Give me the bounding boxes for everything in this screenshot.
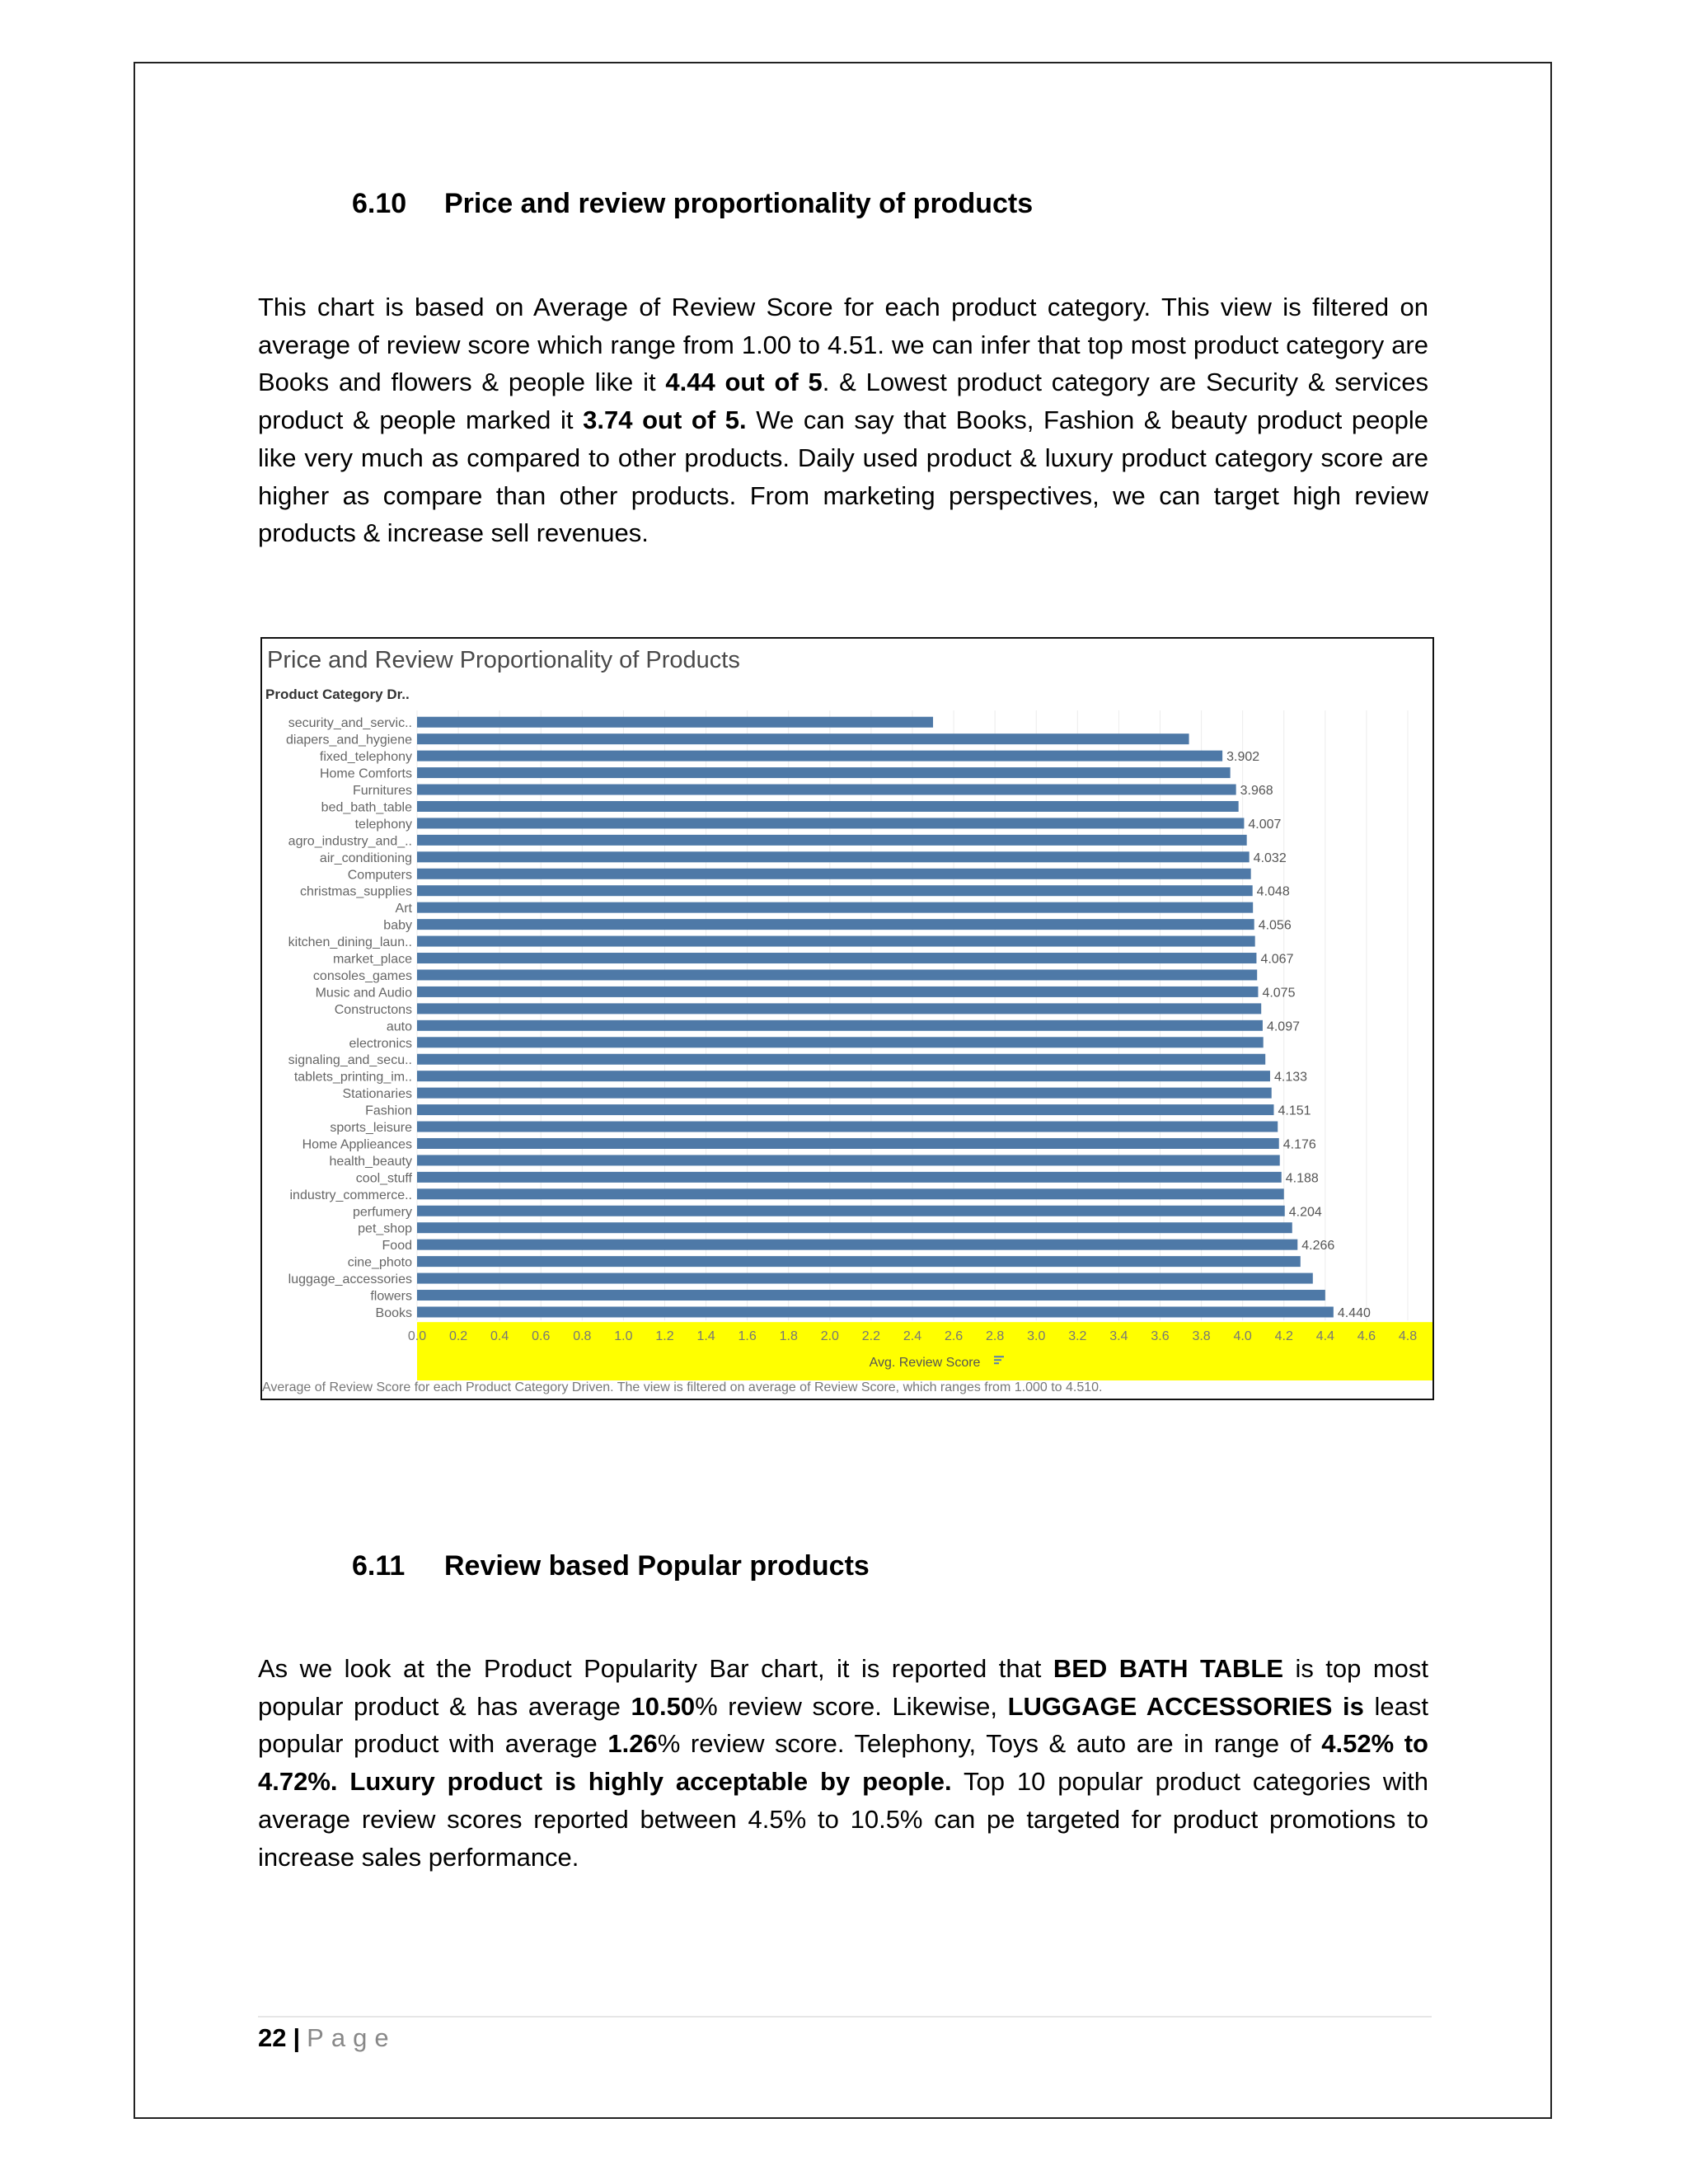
text-run: We can say that Books, Fashion & beauty product people like very much as compared to other products. Daily used product & luxury product category score are higher as compare than other products. From marketing perspectives, we can target high review products & increase sell revenues.	[258, 405, 1428, 548]
category-label: Constructons	[334, 1002, 412, 1017]
chart-container	[260, 637, 1434, 1400]
text-run: % review score. Telephony, Toys & auto are in range of	[657, 1729, 1322, 1759]
x-tick-label: 4.0	[1233, 1329, 1252, 1344]
footer-rule	[258, 2016, 1432, 2018]
category-label: Home Applieances	[302, 1137, 412, 1152]
x-tick-label: 4.2	[1274, 1329, 1293, 1344]
x-tick-label: 3.6	[1151, 1329, 1170, 1344]
sort-icon	[994, 1362, 999, 1364]
bar	[417, 885, 1253, 896]
x-tick-label: 0.6	[532, 1329, 551, 1344]
x-tick-label: 3.2	[1068, 1329, 1087, 1344]
category-label: health_beauty	[329, 1154, 412, 1169]
category-label: christmas_supplies	[299, 884, 412, 899]
x-tick-label: 4.8	[1398, 1329, 1418, 1344]
data-label: 4.067	[1260, 952, 1294, 967]
bar	[417, 818, 1244, 828]
bar	[417, 1122, 1278, 1132]
category-label: agro_industry_and_..	[288, 834, 412, 849]
x-tick-label: 2.2	[861, 1329, 881, 1344]
bar	[417, 936, 1255, 947]
bar	[417, 1306, 1334, 1317]
x-tick-label: 1.6	[738, 1329, 757, 1344]
category-label: fixed_telephony	[319, 750, 412, 765]
bold-text: 10.50	[631, 1691, 696, 1721]
bar	[417, 767, 1231, 778]
text-run: This chart is based on Average of Review Score for each product category. This view is filtered on average of review score which range from 1.00 to 4.51. we can infer that top most product category are Books and flowers & people like it	[258, 293, 1428, 397]
category-label: Fashion	[365, 1104, 412, 1118]
text-run: As we look at the Product Popularity Bar chart, it is reported that	[258, 1654, 1053, 1683]
bar	[417, 785, 1236, 795]
text-run: . & Lowest product category are Security & services product & people marked it	[258, 368, 1428, 435]
page-number-footer	[258, 2023, 396, 2053]
page-word: Page	[307, 2023, 396, 2052]
bold-text: BED BATH TABLE	[1053, 1654, 1284, 1683]
bar	[417, 902, 1253, 913]
category-label: sports_leisure	[330, 1121, 412, 1136]
page-separator: |	[293, 2023, 301, 2052]
x-tick-label: 2.0	[820, 1329, 839, 1344]
bar	[417, 717, 933, 728]
x-tick-label: 0.0	[407, 1329, 427, 1344]
data-label: 4.048	[1256, 884, 1290, 899]
data-label: 4.032	[1253, 851, 1287, 865]
bar	[417, 1273, 1313, 1284]
x-tick-label: 1.8	[779, 1329, 798, 1344]
category-label: electronics	[349, 1036, 412, 1051]
category-label: consoles_games	[312, 968, 412, 983]
category-label: baby	[383, 918, 412, 933]
category-label: Computers	[347, 868, 412, 883]
bar	[417, 801, 1239, 812]
text-run: is top most popular product & has average	[258, 1654, 1428, 1721]
section-heading-6-11	[352, 1550, 870, 1582]
category-label: Music and Audio	[315, 986, 412, 1001]
category-label: Art	[395, 902, 412, 916]
category-label: market_place	[332, 952, 412, 967]
x-tick-label: 0.4	[490, 1329, 509, 1344]
bar	[417, 987, 1258, 997]
data-label: 4.440	[1337, 1305, 1371, 1320]
sort-icon	[994, 1356, 1004, 1357]
x-tick-label: 3.8	[1192, 1329, 1211, 1344]
category-label: telephony	[354, 817, 412, 832]
text-run: least popular product with average	[258, 1691, 1428, 1759]
bar	[417, 1188, 1284, 1199]
bar-chart	[262, 639, 1432, 1380]
sort-icon	[994, 1359, 1001, 1361]
chart-footer: Average of Review Score for each Product Category Driven. The view is filtered on average of Review Score, which ranges from 1.000 to 4.510.	[262, 1380, 1103, 1394]
section-title: Review based Popular products	[444, 1550, 870, 1582]
bold-text: 3.74 out of 5.	[583, 405, 747, 435]
x-tick-label: 2.8	[986, 1329, 1005, 1344]
category-label: Food	[382, 1239, 412, 1254]
category-label: auto	[386, 1019, 412, 1034]
data-label: 4.007	[1248, 817, 1282, 832]
category-label: flowers	[370, 1289, 412, 1304]
category-header: Product Category Dr..	[265, 687, 410, 702]
category-label: signaling_and_secu..	[288, 1053, 412, 1068]
x-tick-label: 0.2	[448, 1329, 468, 1344]
x-tick-label: 2.4	[903, 1329, 922, 1344]
data-label: 4.176	[1282, 1137, 1316, 1152]
section-number: 6.10	[352, 188, 407, 219]
bold-text: 1.26	[607, 1729, 658, 1759]
data-label: 4.056	[1258, 918, 1292, 933]
section-number: 6.11	[352, 1550, 406, 1582]
category-label: bed_bath_table	[321, 800, 412, 815]
x-tick-label: 1.4	[696, 1329, 715, 1344]
category-label: Furnitures	[352, 784, 412, 799]
x-axis-title: Avg. Review Score	[869, 1356, 981, 1371]
category-label: diapers_and_hygiene	[285, 733, 412, 748]
bar	[417, 1240, 1297, 1250]
bar	[417, 1138, 1279, 1149]
data-label: 4.266	[1301, 1239, 1335, 1254]
category-label: perfumery	[352, 1205, 412, 1220]
bar	[417, 1206, 1285, 1216]
data-label: 4.075	[1262, 986, 1296, 1001]
bar	[417, 1003, 1261, 1014]
category-label: luggage_accessories	[288, 1272, 412, 1287]
bar	[417, 969, 1257, 980]
category-label: cine_photo	[347, 1255, 412, 1270]
x-tick-label: 3.0	[1027, 1329, 1046, 1344]
bar	[417, 1088, 1272, 1099]
category-label: cool_stuff	[355, 1171, 412, 1186]
bar	[417, 851, 1250, 862]
x-tick-label: 4.4	[1315, 1329, 1334, 1344]
text-run: Top 10 popular product categories with average review scores reported between 4.5% to 10.5% can pe targeted for product promotions to increase sales performance.	[258, 1767, 1428, 1872]
data-label: 3.968	[1240, 784, 1273, 799]
data-label: 4.097	[1266, 1019, 1301, 1034]
bar	[417, 1037, 1264, 1047]
data-label: 4.188	[1285, 1171, 1319, 1186]
bar	[417, 835, 1247, 846]
x-tick-label: 3.4	[1109, 1329, 1128, 1344]
data-label: 4.204	[1288, 1205, 1322, 1220]
data-label: 4.151	[1278, 1104, 1311, 1118]
x-tick-label: 1.2	[655, 1329, 674, 1344]
x-tick-label: 0.8	[573, 1329, 592, 1344]
bar	[417, 1155, 1280, 1165]
paragraph-popular-products	[258, 1650, 1428, 1876]
category-label: Home Comforts	[319, 766, 412, 781]
data-label: 3.902	[1226, 750, 1260, 765]
bar	[417, 919, 1254, 930]
category-label: air_conditioning	[319, 851, 412, 865]
bar	[417, 733, 1189, 744]
bold-text: 4.44 out of 5	[665, 368, 823, 397]
bar	[417, 1071, 1270, 1081]
category-label: kitchen_dining_laun..	[288, 935, 412, 950]
category-label: Books	[375, 1305, 412, 1320]
bar	[417, 1104, 1273, 1115]
bar	[417, 1020, 1263, 1031]
data-label: 4.133	[1273, 1070, 1308, 1085]
bar	[417, 1172, 1282, 1183]
bar	[417, 1256, 1301, 1267]
category-label: security_and_servic..	[288, 716, 412, 731]
category-label: tablets_printing_im..	[293, 1070, 412, 1085]
section-heading-6-10	[352, 188, 1033, 220]
chart-title: Price and Review Proportionality of Products	[267, 647, 740, 673]
category-label: pet_shop	[358, 1221, 412, 1236]
page-number: 22	[258, 2023, 287, 2052]
bold-text: 4.52% to 4.72%. Luxury product is highly acceptable by people.	[258, 1729, 1428, 1797]
x-tick-label: 4.6	[1357, 1329, 1376, 1344]
bar	[417, 1222, 1292, 1233]
category-label: industry_commerce..	[289, 1188, 412, 1202]
section-title: Price and review proportionality of products	[444, 188, 1034, 219]
bold-text: LUGGAGE ACCESSORIES is	[1007, 1691, 1364, 1721]
x-tick-label: 1.0	[614, 1329, 633, 1344]
bar	[417, 1290, 1325, 1301]
paragraph-chart-description	[258, 288, 1428, 552]
bar	[417, 953, 1256, 963]
x-tick-label: 2.6	[944, 1329, 964, 1344]
text-run: % review score. Likewise,	[695, 1691, 1008, 1721]
bar	[417, 751, 1222, 762]
bar	[417, 1054, 1265, 1065]
category-label: Stationaries	[342, 1087, 412, 1102]
bar	[417, 869, 1251, 879]
